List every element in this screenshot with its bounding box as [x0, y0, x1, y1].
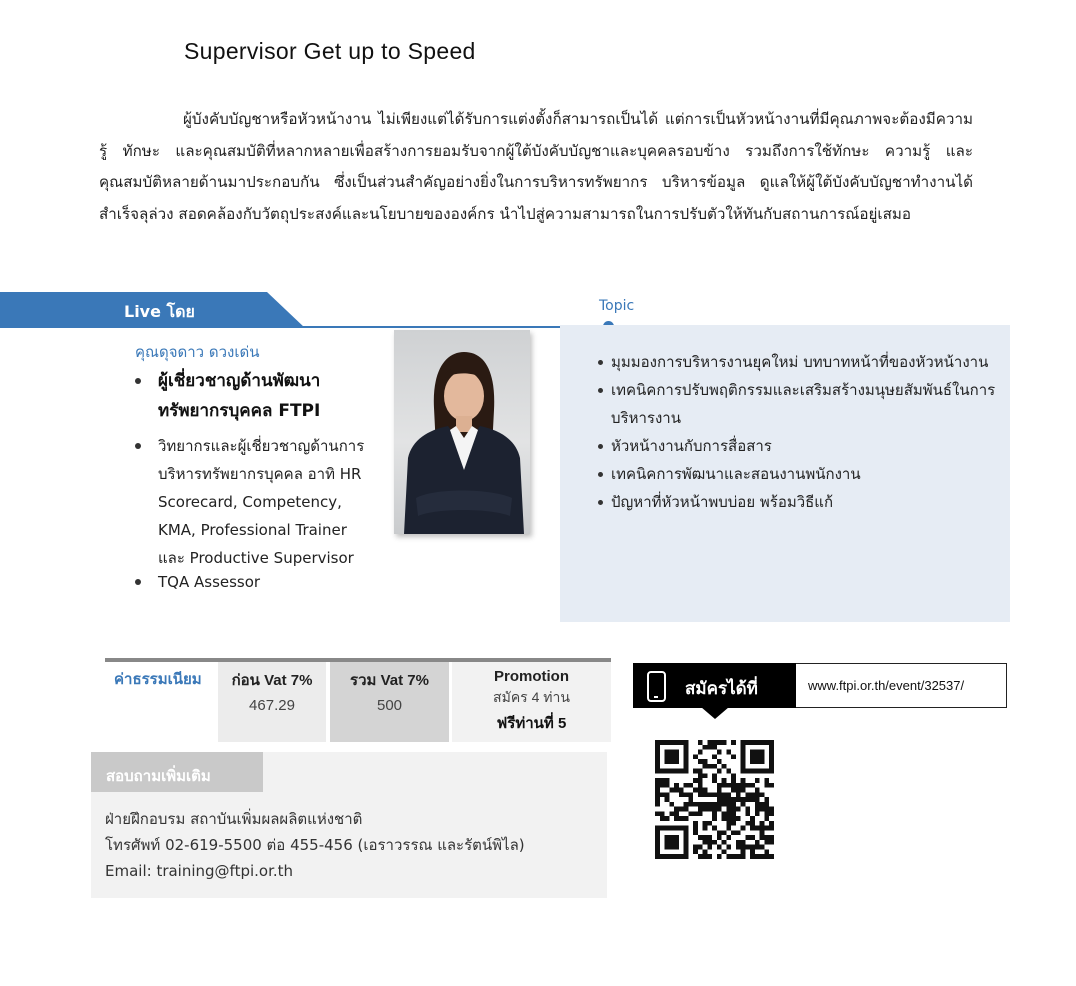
topic-item: เทคนิคการปรับพฤติกรรมและเสริมสร้างมนุษยสัมพันธ์ในการบริหารงาน — [598, 376, 1003, 432]
fee-before-vat-value: 467.29 — [249, 697, 295, 714]
topic-label: Topic — [599, 298, 635, 314]
fee-with-vat — [330, 662, 449, 742]
fee-label: ค่าธรรมเนียม — [114, 670, 202, 688]
qr-code[interactable] — [655, 740, 774, 859]
promotion-header: Promotion — [494, 668, 569, 685]
speaker-portrait-illustration — [394, 330, 530, 534]
fee-before-vat — [218, 662, 326, 742]
topic-item: หัวหน้างานกับการสื่อสาร — [598, 432, 1003, 460]
fee-with-vat-header: รวม Vat 7% — [350, 672, 429, 689]
fee-promotion — [452, 662, 611, 742]
topic-item: เทคนิคการพัฒนาและสอนงานพนักงาน — [598, 460, 1003, 488]
contact-org: ฝ่ายฝึกอบรม สถาบันเพิ่มผลผลิตแห่งชาติ — [105, 810, 363, 828]
contact-label: สอบถามเพิ่มเติม — [106, 767, 211, 785]
speaker-credentials — [134, 366, 374, 596]
speaker-name: คุณดุจดาว ดวงเด่น — [135, 343, 260, 361]
page-title: Supervisor Get up to Speed — [184, 38, 476, 64]
contact-details — [105, 806, 525, 884]
topic-item: มุมมองการบริหารงานยุคใหม่ บทบาทหน้าที่ของหัวหน้างาน — [598, 348, 1003, 376]
topic-list — [598, 348, 1003, 516]
fee-with-vat-value: 500 — [376, 697, 403, 714]
promotion-line-2: ฟรีท่านที่ 5 — [496, 715, 567, 732]
register-url-link[interactable]: www.ftpi.or.th/event/32537/ — [808, 678, 965, 693]
topic-item: ปัญหาที่หัวหน้าพบบ่อย พร้อมวิธีแก้ — [598, 488, 1003, 516]
register-pointer — [701, 707, 729, 719]
section-connector-line — [268, 326, 609, 328]
contact-email[interactable]: Email: training@ftpi.or.th — [105, 862, 294, 880]
intro-paragraph: ผู้บังคับบัญชาหรือหัวหน้างาน ไม่เพียงแต่ได้รับการแต่งตั้งก็สามารถเป็นได้ แต่การเป็นหัวหน้างานที่มีคุณภาพจะต้องมีความรู้ ทักษะ และคุณสมบัติที่หลากหลายเพื่อสร้างการยอมรับจากผู้ใต้บังคับบัญชาและบุคคลรอบข้าง รวมถึงการใช้ทักษะ ความรู้ และคุณสมบัติหลายด้านมาประกอบกัน ซึ่งเป็นส่วนสำคัญอย่างยิ่งในการบริหารทรัพยากร บริหารข้อมูล ดูแลให้ผู้ใต้บังคับบัญชาทำงานได้สำเร็จลุล่วง สอดคล้องกับวัตถุประสงค์และนโยบายขององค์กร นำไปสู่ความสามารถในการปรับตัวให้ทันกับสถานการณ์อยู่เสมอ — [99, 110, 973, 223]
credential-item: TQA Assessor — [134, 568, 374, 596]
smartphone-icon — [647, 671, 666, 702]
contact-phone: โทรศัพท์ 02-619-5500 ต่อ 455-456 (เอราวรรณ และรัตน์พิไล) — [105, 836, 525, 854]
fee-before-vat-header: ก่อน Vat 7% — [231, 672, 313, 689]
credential-item: ผู้เชี่ยวชาญด้านพัฒนาทรัพยากรบุคคล FTPI — [134, 366, 374, 426]
promotion-line-1: สมัคร 4 ท่าน — [493, 689, 570, 705]
register-label: สมัครได้ที่ — [685, 679, 758, 699]
credential-item: วิทยากรและผู้เชี่ยวชาญด้านการบริหารทรัพยากรบุคคล อาทิ HR Scorecard, Competency, KMA, Professional Trainer และ Productive Supervisor — [134, 432, 374, 572]
live-by-label: Live โดย — [124, 302, 195, 321]
speaker-photo — [394, 330, 530, 534]
